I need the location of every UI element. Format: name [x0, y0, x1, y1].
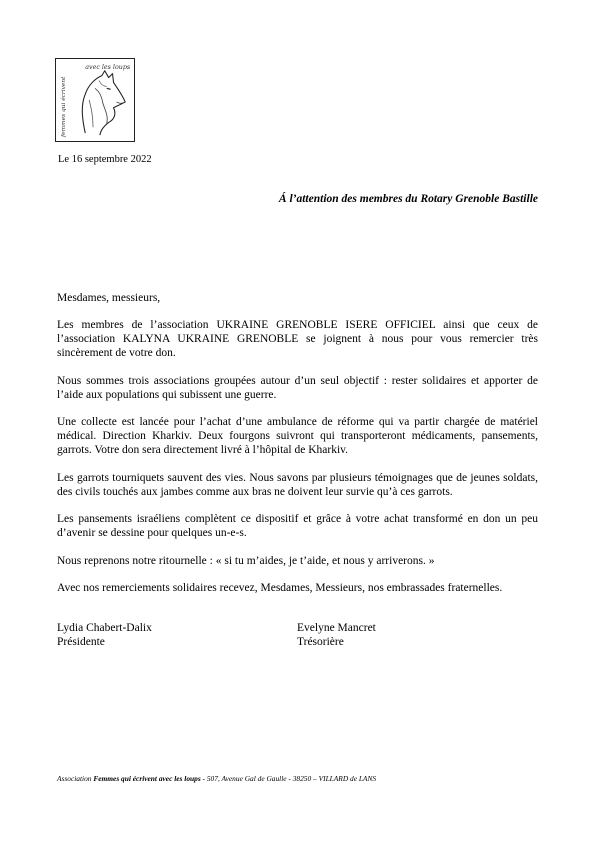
- salutation: Mesdames, messieurs,: [57, 292, 161, 304]
- footer-address-text: - 507, Avenue Gal de Gaulle - 38250 – VILLARD de LANS: [200, 774, 377, 783]
- logo-side-text: femmes qui écrivent: [60, 76, 67, 138]
- paragraph: Les pansements israéliens complètent ce dispositif et grâce à votre achat transformé en don un peu d’avenir se dessine pour quelques un-e-s.: [57, 513, 538, 539]
- letter-date: Le 16 septembre 2022: [58, 154, 152, 165]
- signature-treasurer: [297, 621, 376, 649]
- paragraph: Les garrots tourniquets sauvent des vies. Nous savons par plusieurs témoignages que de jeunes soldats, des civils touchés aux jambes comme aux bras ne doivent leur survie qu’à ces garrots.: [57, 471, 538, 498]
- signatory-role: Présidente: [57, 636, 105, 648]
- footer-org-name: Femmes qui écrivent avec les loups: [93, 774, 201, 783]
- wolf-head-icon: [56, 59, 134, 141]
- paragraph: Une collecte est lancée pour l’achat d’une ambulance de réforme qui va partir chargée de matériel médical. Direction Kharkiv. Deux fourgons suivront qui transporteront médicaments, pansements, garrots. Votre don sera directement livré à l’hôpital de Kharkiv.: [57, 416, 538, 456]
- signatory-role: Trésorière: [297, 636, 344, 648]
- attention-line: Á l’attention des membres du Rotary Grenoble Bastille: [278, 193, 538, 205]
- footer-address: [57, 774, 376, 783]
- paragraph: Nous sommes trois associations groupées autour d’un seul objectif : rester solidaires et apporter de l’aide aux populations qui subissent une guerre.: [57, 374, 538, 401]
- signature-president: [57, 621, 152, 649]
- logo-top-text: avec les loups: [85, 63, 131, 71]
- paragraph: Avec nos remerciements solidaires recevez, Mesdames, Messieurs, nos embrassades fraternelles.: [57, 582, 503, 594]
- signatory-name: Lydia Chabert-Dalix: [57, 622, 152, 634]
- letter-body: [57, 291, 538, 609]
- association-logo: [55, 58, 135, 142]
- footer-prefix: Association: [57, 774, 94, 783]
- paragraph: Nous reprenons notre ritournelle : « si tu m’aides, je t’aide, et nous y arriverons. »: [57, 554, 435, 567]
- signatory-name: Evelyne Mancret: [297, 622, 376, 634]
- paragraph: Les membres de l’association UKRAINE GRENOBLE ISERE OFFICIEL ainsi que ceux de l’association KALYNA UKRAINE GRENOBLE se joignent à nous pour vous remercier très sincèrement de votre don.: [57, 319, 538, 359]
